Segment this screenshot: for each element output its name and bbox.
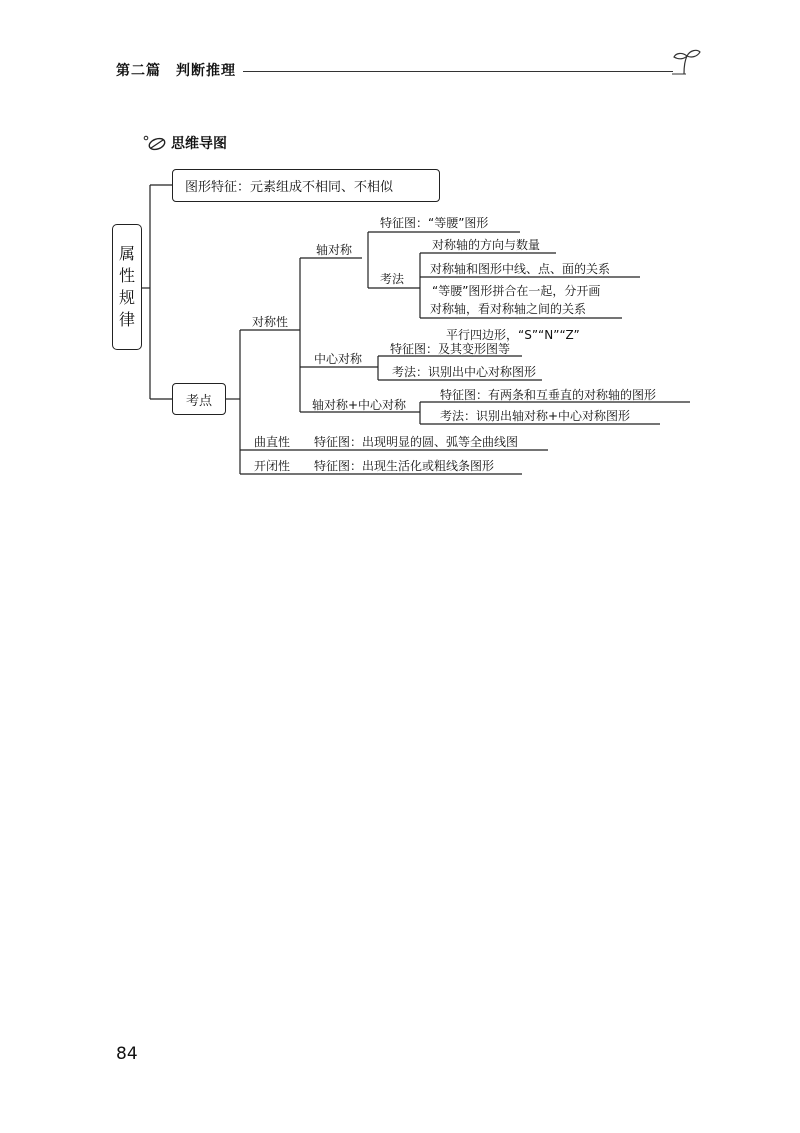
axis-method-item: 对称轴和图形中线、点、面的关系 (430, 262, 611, 276)
header-title: 第二篇 判断推理 (116, 63, 236, 79)
axis-label: 轴对称 (316, 243, 353, 257)
center-label: 中心对称 (314, 352, 363, 366)
both-feature: 特征图：有两条和互垂直的对称轴的图形 (440, 388, 657, 402)
root-char: 律 (118, 310, 135, 329)
symmetry-label: 对称性 (252, 315, 289, 329)
axis-feature: 特征图：“等腰”图形 (380, 216, 489, 230)
center-feature-line2: 特征图：及其变形图等 (390, 342, 511, 356)
center-feature-line1: 平行四边形，“S”“N”“Z” (446, 328, 580, 342)
root-char: 属 (118, 244, 135, 263)
axis-method-label: 考法 (380, 272, 405, 286)
feature-node: 图形特征：元素组成不相同、不相似 (172, 169, 440, 202)
page-number: 84 (116, 1044, 138, 1064)
axis-method-item: “等腰”图形拼合在一起，分开画 (432, 284, 601, 298)
root-char: 性 (118, 266, 135, 285)
both-method: 考法：识别出轴对称+中心对称图形 (440, 409, 631, 423)
both-label: 轴对称+中心对称 (312, 398, 407, 412)
root-node (112, 224, 142, 350)
axis-method-item: 对称轴的方向与数量 (432, 238, 541, 252)
axis-method-item: 对称轴，看对称轴之间的关系 (430, 302, 587, 316)
open-feature: 特征图：出现生活化或粗线条图形 (314, 459, 495, 473)
kaodian-node: 考点 (172, 383, 226, 415)
open-label: 开闭性 (254, 459, 291, 473)
center-method: 考法：识别出中心对称图形 (392, 365, 537, 379)
section-title-text: 思维导图 (171, 136, 227, 152)
curve-feature: 特征图：出现明显的圆、弧等全曲线图 (314, 435, 519, 449)
curve-label: 曲直性 (254, 435, 291, 449)
root-char: 规 (118, 288, 135, 307)
